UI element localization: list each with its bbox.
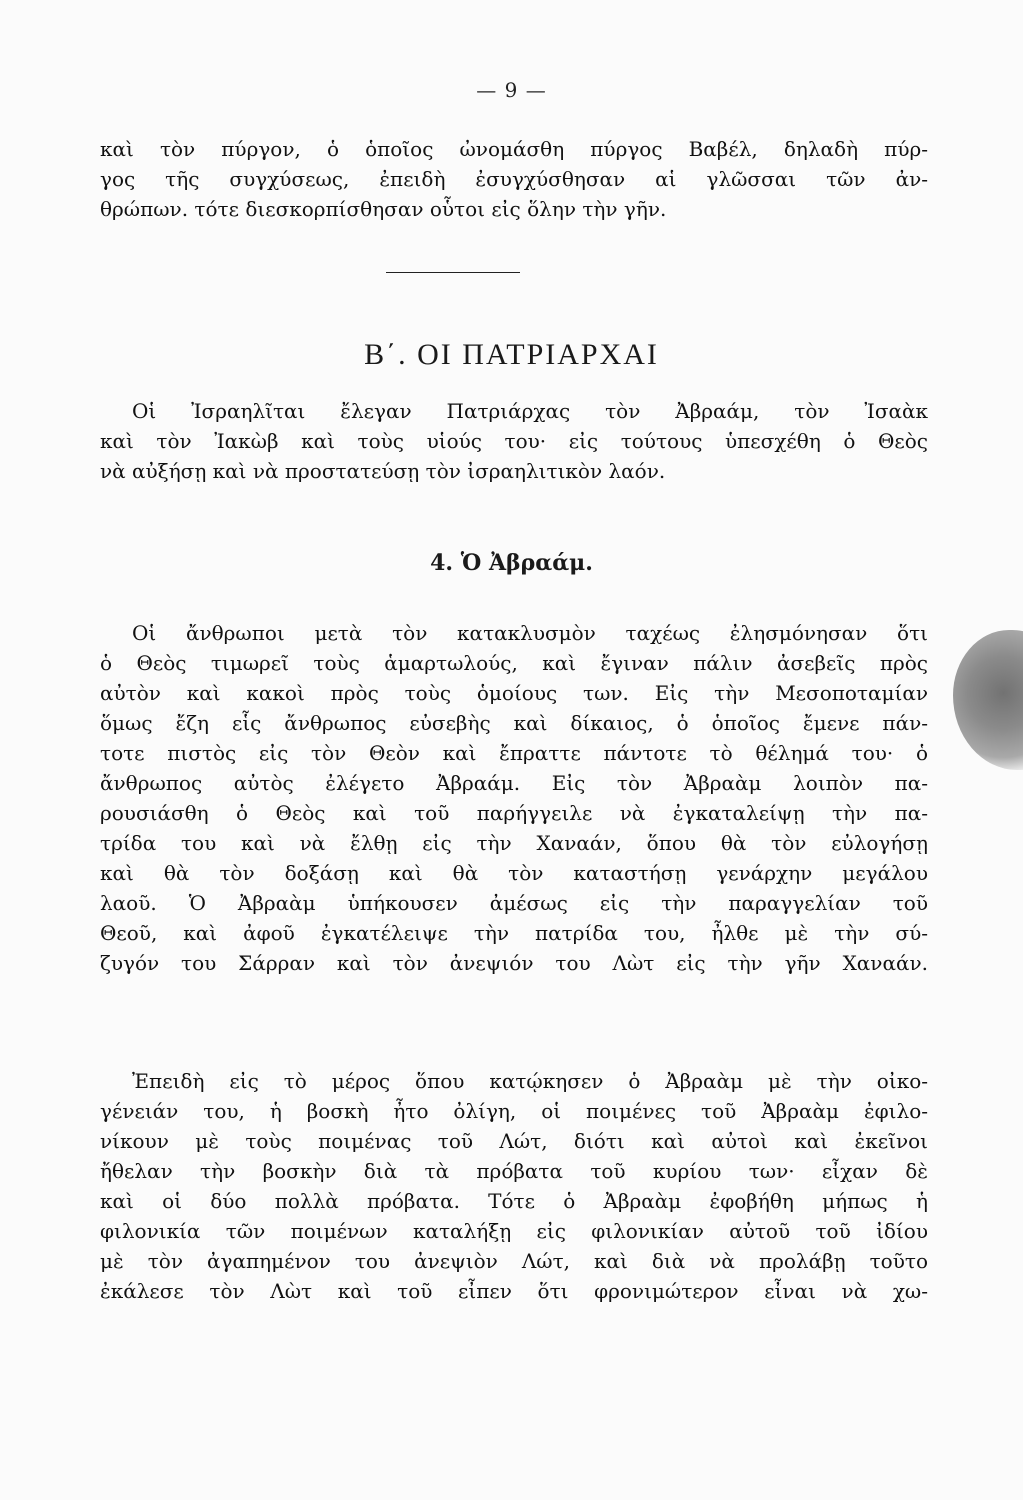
continuation-paragraph [100, 134, 928, 224]
text-line: ἄνθρωπος αὐτὸς ἐλέγετο Ἀβραάμ. Εἰς τὸν Ἀβραὰμ λοιπὸν πα- [100, 771, 928, 795]
text-line: Θεοῦ, καὶ ἀφοῦ ἐγκατέλειψε τὴν πατρίδα του, ἦλθε μὲ τὴν σύ- [100, 921, 928, 945]
text-line: γος τῆς συγχύσεως, ἐπειδὴ ἐσυγχύσθησαν αἱ γλῶσσαι τῶν ἀν- [100, 167, 928, 191]
text-line: ὅμως ἔζη εἷς ἄνθρωπος εὐσεβὴς καὶ δίκαιος, ὁ ὁποῖος ἔμενε πάν- [100, 711, 928, 735]
text-line: νίκουν μὲ τοὺς ποιμένας τοῦ Λώτ, διότι καὶ αὐτοὶ καὶ ἐκεῖνοι [100, 1129, 928, 1153]
body-paragraph-1 [100, 618, 928, 978]
text-line: καὶ θὰ τὸν δοξάσῃ καὶ θὰ τὸν καταστήσῃ γενάρχην μεγάλου [100, 861, 928, 885]
text-line: αὐτὸν καὶ κακοὶ πρὸς τοὺς ὁμοίους των. Εἰς τὴν Μεσοποταμίαν [100, 681, 928, 705]
text-line: ρουσιάσθη ὁ Θεὸς καὶ τοῦ παρήγγειλε νὰ ἐγκαταλείψῃ τὴν πα- [100, 801, 928, 825]
text-line: Ἐπειδὴ εἰς τὸ μέρος ὅπου κατῴκησεν ὁ Ἀβραὰμ μὲ τὴν οἰκο- [132, 1069, 928, 1093]
text-line: γένειάν του, ἡ βοσκὴ ἦτο ὀλίγη, οἱ ποιμένες τοῦ Ἀβραὰμ ἐφιλο- [100, 1099, 928, 1123]
text-line: λαοῦ. Ὁ Ἀβραὰμ ὑπήκουσεν ἀμέσως εἰς τὴν παραγγελίαν τοῦ [100, 891, 928, 915]
text-line: τρίδα του καὶ νὰ ἔλθῃ εἰς τὴν Χαναάν, ὅπου θὰ τὸν εὐλογήσῃ [100, 831, 928, 855]
text-line: μὲ τὸν ἀγαπημένον του ἀνεψιὸν Λώτ, καὶ διὰ νὰ προλάβῃ τοῦτο [100, 1249, 928, 1273]
text-line: Οἱ Ἰσραηλῖται ἔλεγαν Πατριάρχας τὸν Ἀβραάμ, τὸν Ἰσαὰκ [132, 399, 928, 423]
text-line: καὶ τὸν πύργον, ὁ ὁποῖος ὠνομάσθη πύργος Βαβέλ, δηλαδὴ πύρ- [100, 137, 928, 161]
text-line: θρώπων. τότε διεσκορπίσθησαν οὗτοι εἰς ὅλην τὴν γῆν. [100, 197, 667, 221]
text-line: ἐκάλεσε τὸν Λὼτ καὶ τοῦ εἶπεν ὅτι φρονιμώτερον εἶναι νὰ χω- [100, 1279, 928, 1303]
section-intro-paragraph [100, 396, 928, 486]
body-paragraph-2 [100, 1066, 928, 1306]
text-line: ἤθελαν τὴν βοσκὴν διὰ τὰ πρόβατα τοῦ κυρίου των· εἶχαν δὲ [100, 1159, 928, 1183]
text-line: καὶ τὸν Ἰακὼβ καὶ τοὺς υἱούς του· εἰς τούτους ὑπεσχέθη ὁ Θεὸς [100, 429, 928, 453]
subsection-title: 4. Ὁ Ἀβραάμ. [430, 550, 593, 576]
section-divider [386, 272, 520, 273]
text-line: νὰ αὐξήσῃ καὶ νὰ προστατεύσῃ τὸν ἰσραηλιτικὸν λαόν. [100, 459, 666, 483]
text-line: τοτε πιστὸς εἰς τὸν Θεὸν καὶ ἔπραττε πάντοτε τὸ θέλημά του· ὁ [100, 741, 928, 765]
text-line: ὁ Θεὸς τιμωρεῖ τοὺς ἁμαρτωλούς, καὶ ἔγιναν πάλιν ἀσεβεῖς πρὸς [100, 651, 928, 675]
text-line: φιλονικία τῶν ποιμένων καταλήξῃ εἰς φιλονικίαν αὐτοῦ τοῦ ἰδίου [100, 1219, 928, 1243]
text-line: Οἱ ἄνθρωποι μετὰ τὸν κατακλυσμὸν ταχέως ἐλησμόνησαν ὅτι [132, 621, 928, 645]
section-title: Β΄. ΟΙ ΠΑΤΡΙΑΡΧΑΙ [364, 338, 659, 371]
text-line: καὶ οἱ δύο πολλὰ πρόβατα. Τότε ὁ Ἀβραὰμ ἐφοβήθη μήπως ἡ [100, 1189, 928, 1213]
water-stain [953, 630, 1023, 770]
text-line: ζυγόν του Σάρραν καὶ τὸν ἀνεψιόν του Λὼτ εἰς τὴν γῆν Χαναάν. [100, 951, 928, 975]
page-number: — 9 — [476, 78, 547, 102]
